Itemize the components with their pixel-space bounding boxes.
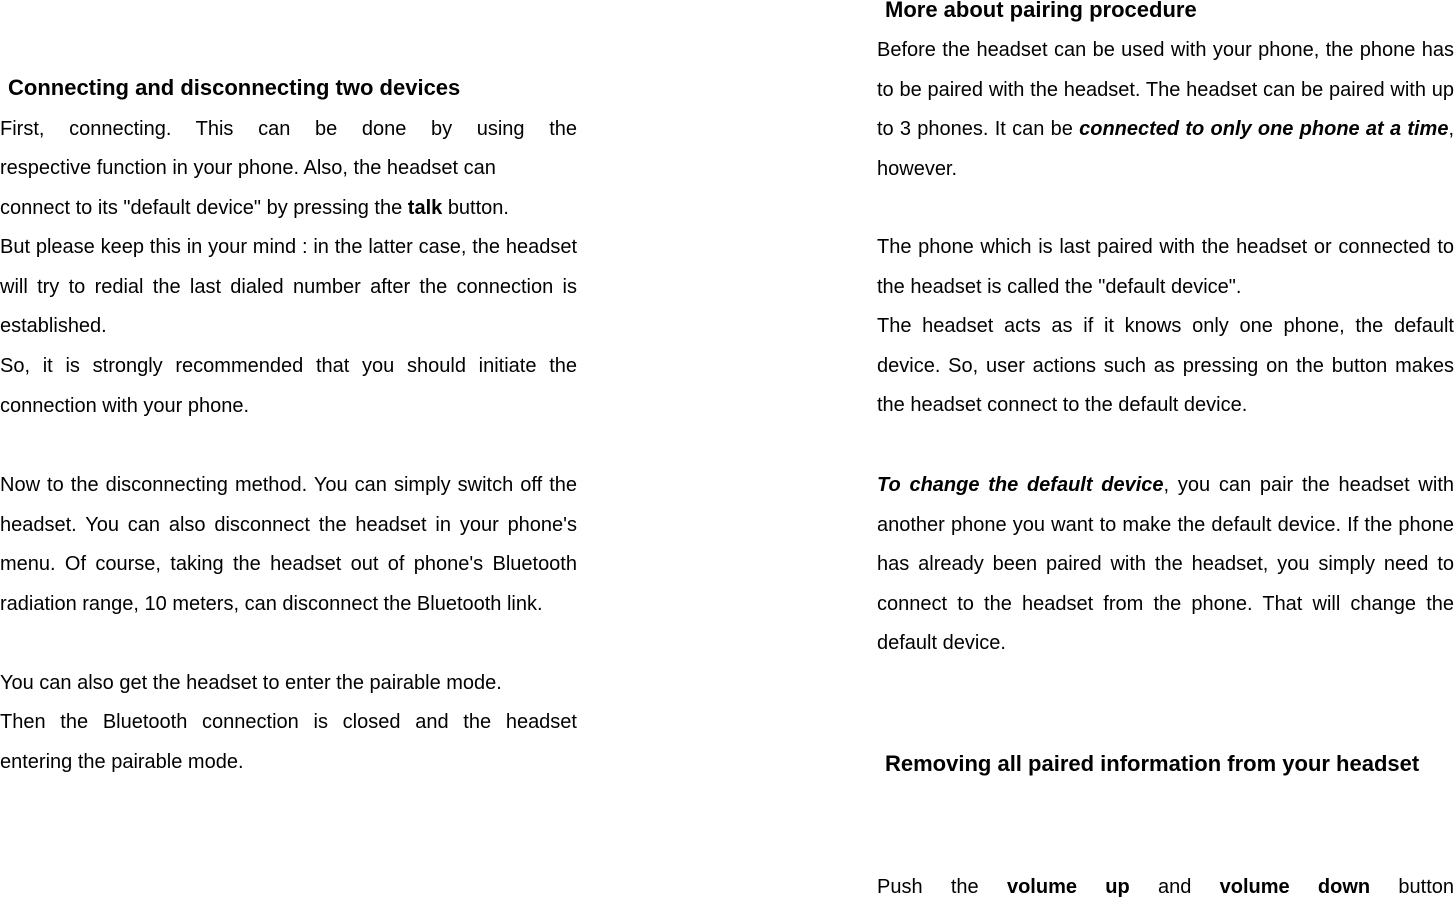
paragraph-connecting-line1: First, connecting. This can be done by using the <box>0 118 577 140</box>
talk-button-term: talk <box>407 197 443 219</box>
paragraph-pairable-line1: You can also get the headset to enter the pairable mode. <box>0 672 502 694</box>
section-heading-connecting: Connecting and disconnecting two devices <box>8 75 461 100</box>
section-heading-removing: Removing all paired information from your headset <box>885 751 1420 776</box>
paragraph-connecting-line3: connect to its "default device" by pressing the talk button. <box>0 197 509 219</box>
volume-down-term: volume down <box>1219 876 1371 898</box>
change-default-device-emphasis: To change the default device <box>877 474 1164 496</box>
paragraph-change-default-device: To change the default device, you can pair the headset with another phone you want to make the default device. If the phone has already been paired with the headset, you simply need to connect to the headset from the phone. That will change the default device. <box>877 474 1454 655</box>
paragraph-removing: Push the volume up and volume down button <box>877 876 1454 898</box>
paragraph-default-device-behavior: The headset acts as if it knows only one phone, the default device. So, user actions such as pressing on the button makes the headset connect to the default device. <box>877 315 1454 417</box>
paragraph-pairing: Before the headset can be used with your phone, the phone has to be paired with the headset. The headset can be paired with up to 3 phones. It can be connected to only one phone at a time, however. <box>877 39 1454 180</box>
paragraph-connecting-line2: respective function in your phone. Also, the headset can <box>0 157 496 179</box>
volume-up-term: volume up <box>1006 876 1130 898</box>
paragraph-connecting-rest: But please keep this in your mind : in the latter case, the headset will try to redial the last dialed number after the connection is established. <box>0 236 577 338</box>
paragraph-pairable-rest: Then the Bluetooth connection is closed and the headset entering the pairable mode. <box>0 711 577 773</box>
paragraph-default-device-definition: The phone which is last paired with the headset or connected to the headset is called the "default device". <box>877 236 1454 298</box>
paragraph-disconnecting: Now to the disconnecting method. You can simply switch off the headset. You can also disconnect the headset in your phone's menu. Of course, taking the headset out of phone's Bluetooth radiation range, 10 meters, can disconnect the Bluetooth link. <box>0 474 577 615</box>
connected-one-phone-emphasis: connected to only one phone at a time <box>1079 118 1449 141</box>
paragraph-recommendation: So, it is strongly recommended that you should initiate the connection with your phone. <box>0 355 577 417</box>
section-heading-pairing: More about pairing procedure <box>885 0 1197 22</box>
